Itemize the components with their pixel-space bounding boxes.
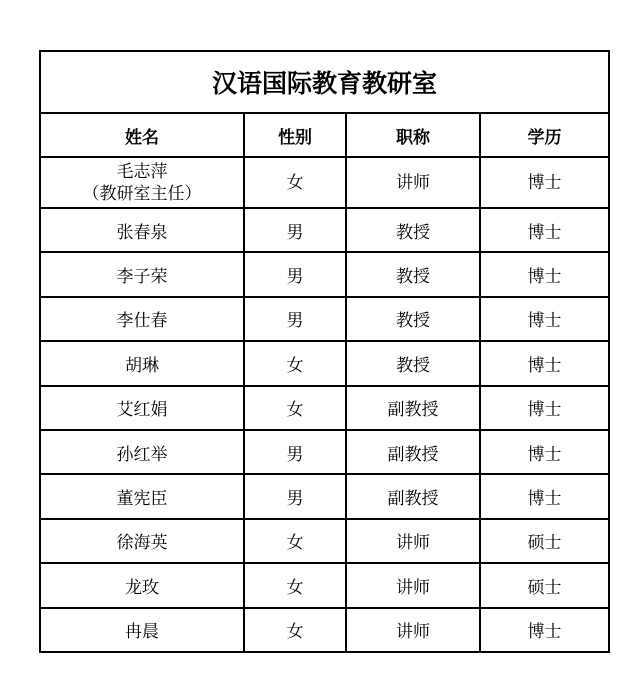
cell-gender: 女 bbox=[244, 608, 346, 652]
cell-gender: 女 bbox=[244, 157, 346, 208]
cell-gender: 男 bbox=[244, 252, 346, 296]
cell-title: 讲师 bbox=[346, 157, 480, 208]
cell-name: 李仕春 bbox=[40, 297, 244, 341]
cell-degree: 硕士 bbox=[480, 563, 609, 607]
cell-gender: 男 bbox=[244, 430, 346, 474]
cell-name: 艾红娟 bbox=[40, 386, 244, 430]
table-row bbox=[40, 474, 609, 518]
staff-table bbox=[39, 50, 610, 653]
table-title: 汉语国际教育教研室 bbox=[40, 51, 609, 113]
cell-name: 胡琳 bbox=[40, 341, 244, 385]
cell-gender: 男 bbox=[244, 474, 346, 518]
table-row bbox=[40, 519, 609, 563]
cell-degree: 博士 bbox=[480, 608, 609, 652]
cell-title: 讲师 bbox=[346, 563, 480, 607]
cell-title: 教授 bbox=[346, 252, 480, 296]
header-gender: 性别 bbox=[244, 113, 346, 157]
table-header-row bbox=[40, 113, 609, 157]
cell-title: 教授 bbox=[346, 341, 480, 385]
table-row bbox=[40, 563, 609, 607]
cell-title: 教授 bbox=[346, 297, 480, 341]
cell-gender: 女 bbox=[244, 341, 346, 385]
table-row bbox=[40, 341, 609, 385]
table-row bbox=[40, 157, 609, 208]
cell-degree: 博士 bbox=[480, 341, 609, 385]
table-row bbox=[40, 297, 609, 341]
cell-degree: 博士 bbox=[480, 252, 609, 296]
cell-title: 讲师 bbox=[346, 519, 480, 563]
cell-degree: 博士 bbox=[480, 297, 609, 341]
table-title-row bbox=[40, 51, 609, 113]
cell-name: 张春泉 bbox=[40, 208, 244, 252]
cell-gender: 女 bbox=[244, 519, 346, 563]
cell-name: 孙红举 bbox=[40, 430, 244, 474]
cell-name: 董宪臣 bbox=[40, 474, 244, 518]
header-title: 职称 bbox=[346, 113, 480, 157]
table-row bbox=[40, 430, 609, 474]
cell-title: 教授 bbox=[346, 208, 480, 252]
cell-name bbox=[40, 157, 244, 208]
cell-degree: 博士 bbox=[480, 430, 609, 474]
table-row bbox=[40, 208, 609, 252]
name-text: 毛志萍 bbox=[116, 161, 168, 182]
cell-gender: 男 bbox=[244, 208, 346, 252]
cell-name: 徐海英 bbox=[40, 519, 244, 563]
cell-title: 副教授 bbox=[346, 386, 480, 430]
cell-gender: 女 bbox=[244, 563, 346, 607]
cell-degree: 博士 bbox=[480, 208, 609, 252]
cell-name: 李子荣 bbox=[40, 252, 244, 296]
cell-name: 冉晨 bbox=[40, 608, 244, 652]
table-row bbox=[40, 608, 609, 652]
cell-degree: 硕士 bbox=[480, 519, 609, 563]
header-name: 姓名 bbox=[40, 113, 244, 157]
table-row bbox=[40, 386, 609, 430]
cell-gender: 男 bbox=[244, 297, 346, 341]
table-row bbox=[40, 252, 609, 296]
cell-degree: 博士 bbox=[480, 386, 609, 430]
cell-title: 副教授 bbox=[346, 474, 480, 518]
cell-title: 讲师 bbox=[346, 608, 480, 652]
cell-degree: 博士 bbox=[480, 157, 609, 208]
name-note: （教研室主任） bbox=[82, 183, 202, 204]
cell-title: 副教授 bbox=[346, 430, 480, 474]
cell-name: 龙玫 bbox=[40, 563, 244, 607]
cell-degree: 博士 bbox=[480, 474, 609, 518]
cell-gender: 女 bbox=[244, 386, 346, 430]
header-degree: 学历 bbox=[480, 113, 609, 157]
